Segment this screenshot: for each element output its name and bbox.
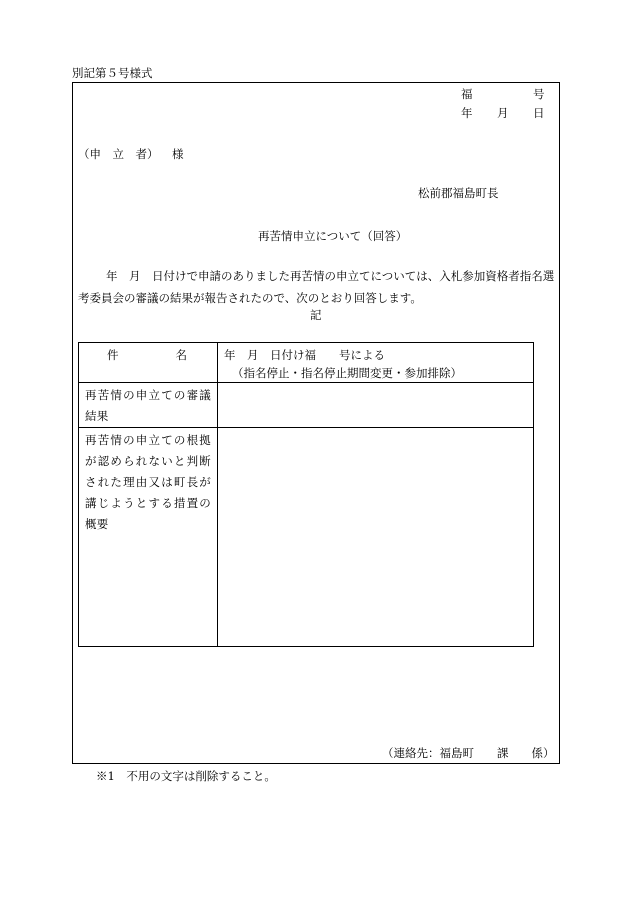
document-title: 再苦情申立について（回答） — [258, 229, 408, 243]
table-row — [79, 383, 534, 428]
doc-date-month: 月 — [497, 106, 509, 120]
doc-date-year: 年 — [461, 106, 473, 120]
addressee-applicant: （申 立 者） — [78, 147, 159, 161]
reason-label-cell — [79, 428, 218, 647]
body-text: 年 月 日付けで申請のありました再苦情の申立てについては、入札参加資格者指名選考委員会の審議の結果が報告されたので、次のとおり回答します。 — [78, 269, 555, 305]
sender: 松前郡福島町長 — [418, 186, 499, 200]
case-name-label-b: 名 — [175, 348, 187, 362]
contact-info: （連絡先：福島町 課 係） — [382, 746, 555, 760]
case-name-value-cell — [218, 343, 534, 383]
case-name-value-line1: 年 月 日付け福 号による — [224, 348, 385, 362]
review-result-value-cell — [218, 383, 534, 428]
ki-marker: 記 — [310, 308, 322, 322]
form-label: 別記第５号様式 — [72, 66, 153, 80]
doc-date-day: 日 — [533, 106, 545, 120]
footnote: ※1 不用の文字は削除すること。 — [96, 769, 276, 783]
table-row — [79, 428, 534, 647]
table-row — [79, 343, 534, 383]
review-result-label-cell — [79, 383, 218, 428]
review-result-label: 再苦情の申立ての審議結果 — [85, 388, 211, 423]
reason-label: 再苦情の申立ての根拠が認められないと判断された理由又は町長が講じようとする措置の概要 — [85, 433, 211, 531]
doc-number-suffix: 号 — [533, 87, 545, 101]
reason-value-cell — [218, 428, 534, 647]
detail-table — [78, 342, 534, 647]
case-name-label-a: 件 — [107, 348, 119, 362]
addressee-honorific: 様 — [172, 147, 184, 161]
doc-number-label: 福 — [461, 87, 473, 101]
case-name-value-line2: （指名停止・指名停止期間変更・参加排除） — [232, 366, 462, 380]
case-name-label-cell — [79, 343, 218, 383]
